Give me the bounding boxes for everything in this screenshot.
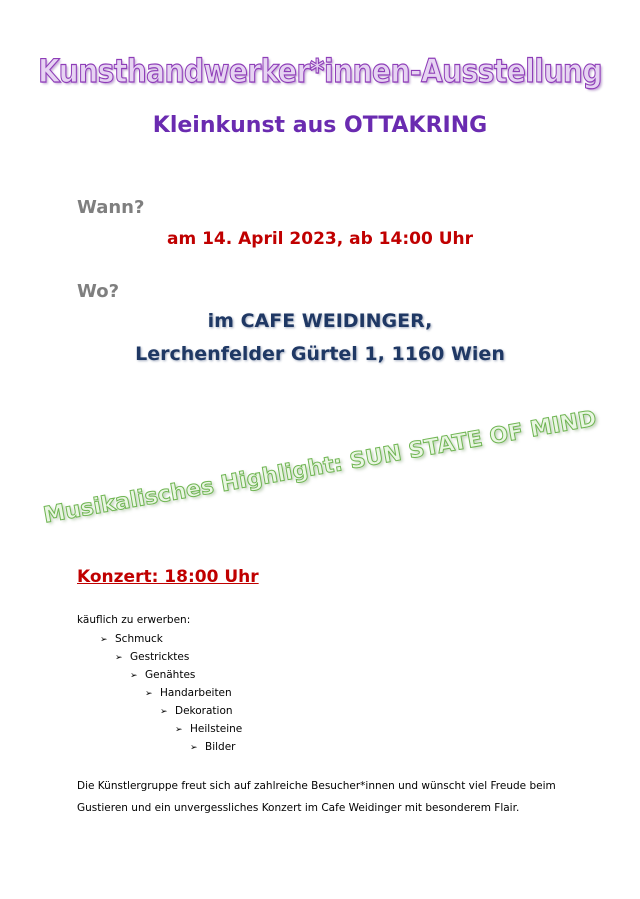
where-label: Wo? — [77, 281, 120, 302]
arrowhead-bullet-icon: ➢ — [115, 653, 123, 663]
list-item: ➢ Handarbeiten — [145, 684, 232, 702]
list-item: ➢ Dekoration — [160, 702, 233, 720]
list-item: ➢ Schmuck — [100, 630, 163, 648]
arrowhead-bullet-icon: ➢ — [100, 635, 108, 645]
music-highlight: Musikalisches Highlight: SUN STATE OF MIND — [41, 406, 599, 529]
concert-time: Konzert: 18:00 Uhr — [77, 567, 259, 587]
arrowhead-bullet-icon: ➢ — [190, 743, 198, 753]
page-subtitle: Kleinkunst aus OTTAKRING — [152, 113, 488, 138]
purchase-intro: käuflich zu erwerben: — [77, 614, 191, 626]
list-item: ➢ Gestricktes — [115, 648, 189, 666]
event-date: am 14. April 2023, ab 14:00 Uhr — [167, 229, 473, 249]
venue-address: Lerchenfelder Gürtel 1, 1160 Wien — [135, 343, 505, 365]
list-item: ➢ Bilder — [190, 738, 235, 756]
page-title: Kunsthandwerker*innen-Ausstellung — [38, 52, 602, 90]
list-item: ➢ Genähtes — [130, 666, 195, 684]
arrowhead-bullet-icon: ➢ — [130, 671, 138, 681]
closing-paragraph: Die Künstlergruppe freut sich auf zahlreiche Besucher*innen und wünscht viel Freude beim Gustieren und ein unvergessliches Konzert im Cafe Weidinger mit besonderem Flair. — [77, 780, 556, 814]
list-item: ➢ Heilsteine — [175, 720, 242, 738]
when-label: Wann? — [77, 197, 145, 218]
venue-name: im CAFE WEIDINGER, — [207, 310, 433, 332]
arrowhead-bullet-icon: ➢ — [145, 689, 153, 699]
arrowhead-bullet-icon: ➢ — [160, 707, 168, 717]
arrowhead-bullet-icon: ➢ — [175, 725, 183, 735]
